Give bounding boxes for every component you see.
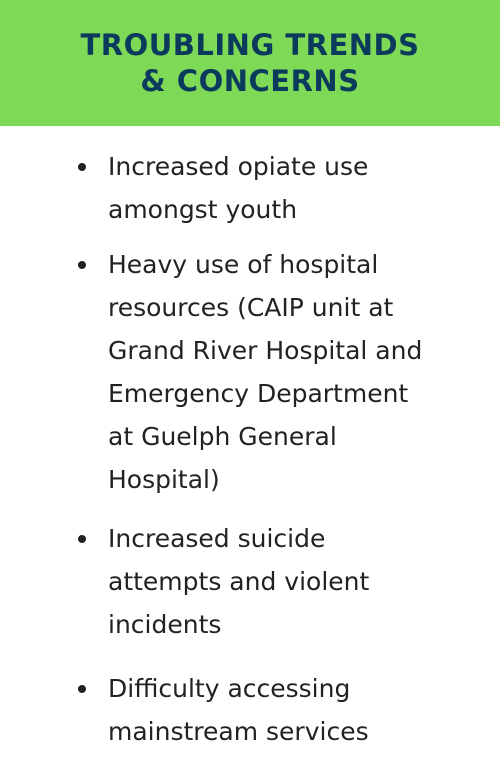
list-item-text: Increased suicide attempts and violent incidents bbox=[108, 524, 370, 639]
list-item-text: Difficulty accessing mainstream services bbox=[108, 674, 369, 746]
bullet-dot-icon bbox=[78, 685, 86, 693]
header-banner bbox=[0, 0, 500, 126]
bullet-dot-icon bbox=[78, 535, 86, 543]
page-title: TROUBLING TRENDS & CONCERNS bbox=[80, 28, 420, 98]
bullet-dot-icon bbox=[78, 163, 86, 171]
list-item-text: Increased opiate use amongst youth bbox=[108, 152, 369, 224]
list-item-text: Heavy use of hospital resources (CAIP unit at Grand River Hospital and Emergency Department at Guelph General Hospital) bbox=[108, 250, 423, 494]
bullet-dot-icon bbox=[78, 261, 86, 269]
